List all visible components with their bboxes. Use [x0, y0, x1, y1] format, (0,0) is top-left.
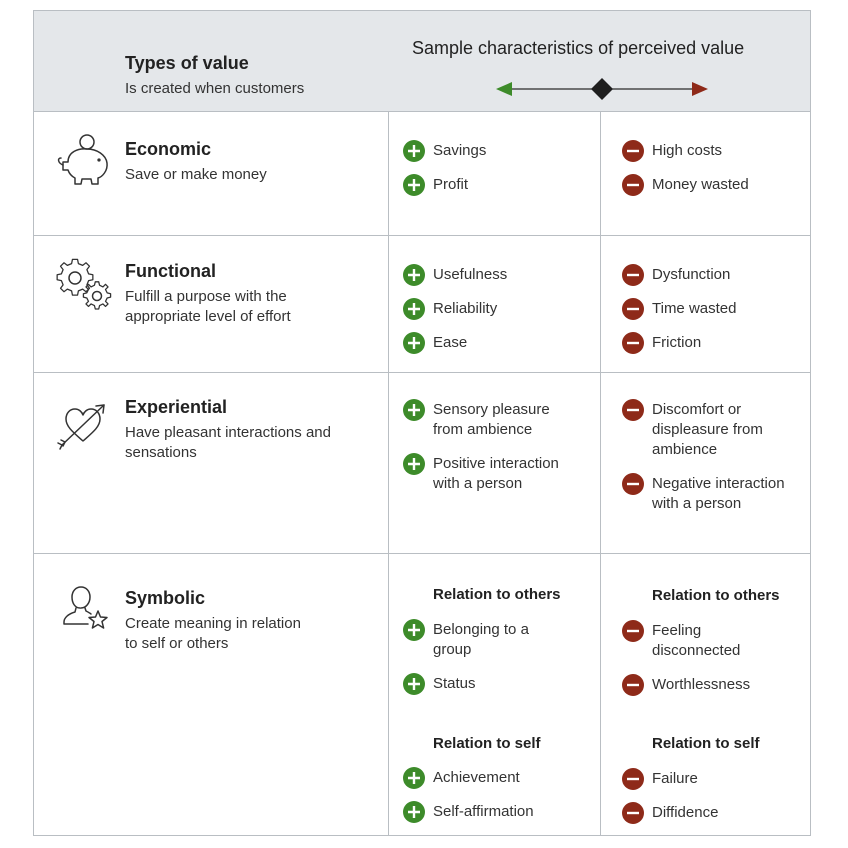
minus-icon	[622, 802, 644, 824]
positive-arrow-icon	[496, 82, 512, 96]
negative-item: Money wasted	[622, 175, 802, 196]
negative-item: Discomfort or displeasure from ambience	[622, 400, 792, 460]
row-description: Fulfill a purpose with the appropriate level of effort	[125, 288, 291, 325]
person-star-icon	[54, 578, 112, 634]
positive-item: Ease	[403, 333, 583, 354]
plus-icon	[403, 140, 425, 162]
row-description: Have pleasant interactions and sensations	[125, 424, 331, 461]
minus-icon	[622, 140, 644, 162]
subheading-relation-to-self: Relation to self	[652, 735, 760, 752]
row-title: Experiential	[125, 397, 228, 417]
row-symbolic	[34, 554, 810, 837]
negative-item: Diffidence	[622, 803, 802, 824]
plus-icon	[403, 264, 425, 286]
plus-icon	[403, 298, 425, 320]
negative-item: Negative interaction with a person	[622, 474, 792, 514]
negative-item: Feeling disconnected	[622, 621, 762, 661]
plus-icon	[403, 399, 425, 421]
minus-icon	[622, 332, 644, 354]
subheading-relation-to-self: Relation to self	[433, 735, 541, 752]
row-functional	[34, 236, 810, 373]
plus-icon	[403, 619, 425, 641]
sample-characteristics-heading: Sample characteristics of perceived value	[412, 38, 745, 58]
table-header	[34, 11, 810, 112]
plus-icon	[403, 801, 425, 823]
positive-item: Reliability	[403, 299, 583, 320]
plus-icon	[403, 767, 425, 789]
positive-item: Status	[403, 674, 583, 695]
positive-item: Self-affirmation	[403, 802, 583, 823]
row-description: Save or make money	[125, 166, 267, 183]
row-experiential	[34, 373, 810, 554]
negative-item: Worthlessness	[622, 675, 802, 696]
minus-icon	[622, 174, 644, 196]
row-title: Symbolic	[125, 588, 206, 608]
negative-item: High costs	[622, 141, 802, 162]
value-scale-icon	[496, 75, 708, 103]
positive-item: Profit	[403, 175, 583, 196]
minus-icon	[622, 473, 644, 495]
plus-icon	[403, 673, 425, 695]
negative-item: Failure	[622, 769, 802, 790]
minus-icon	[622, 768, 644, 790]
plus-icon	[403, 332, 425, 354]
minus-icon	[622, 620, 644, 642]
row-economic	[34, 112, 810, 236]
plus-icon	[403, 453, 425, 475]
heart-arrow-icon	[54, 397, 112, 453]
minus-icon	[622, 264, 644, 286]
negative-arrow-icon	[692, 82, 708, 96]
row-description: Create meaning in relation to self or others	[125, 615, 301, 652]
row-title: Functional	[125, 261, 216, 281]
negative-item: Time wasted	[622, 299, 802, 320]
neutral-diamond-icon	[591, 78, 613, 100]
minus-icon	[622, 298, 644, 320]
positive-item: Savings	[403, 141, 583, 162]
types-of-value-subheading: Is created when customers	[125, 80, 305, 97]
positive-item: Sensory pleasure from ambience	[403, 400, 583, 440]
positive-item: Positive interaction with a person	[403, 454, 583, 494]
gears-icon	[54, 258, 112, 314]
subheading-relation-to-others: Relation to others	[433, 586, 561, 603]
negative-item: Friction	[622, 333, 802, 354]
types-of-value-heading: Types of value	[125, 53, 249, 73]
positive-item: Achievement	[403, 768, 583, 789]
minus-icon	[622, 399, 644, 421]
value-table	[33, 10, 811, 836]
row-title: Economic	[125, 139, 212, 159]
piggy-bank-icon	[54, 132, 112, 188]
plus-icon	[403, 174, 425, 196]
subheading-relation-to-others: Relation to others	[652, 587, 780, 604]
negative-item: Dysfunction	[622, 265, 802, 286]
positive-item: Usefulness	[403, 265, 583, 286]
minus-icon	[622, 674, 644, 696]
positive-item: Belonging to a group	[403, 620, 563, 660]
